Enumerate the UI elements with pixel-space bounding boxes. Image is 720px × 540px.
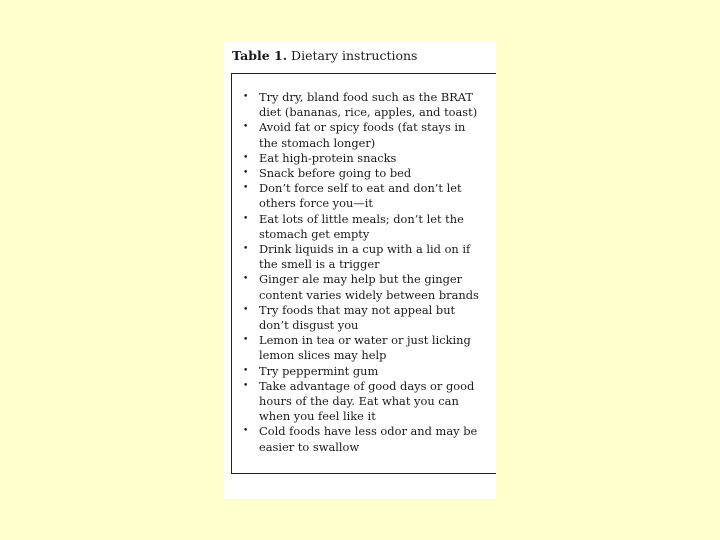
list-item-text: Ginger ale may help but the ginger content varies widely between brands: [259, 272, 479, 302]
list-item-text: Snack before going to bed: [259, 166, 412, 181]
bullet-icon: •: [243, 335, 249, 346]
list-item: [243, 181, 487, 211]
list-item-text: Drink liquids in a cup with a lid on if the smell is a trigger: [259, 242, 471, 272]
table-number: Table 1.: [232, 48, 288, 63]
list-item: [243, 166, 487, 181]
bottom-rule: [231, 473, 496, 474]
list-item: [243, 90, 487, 120]
list-item: [243, 120, 487, 150]
list-item-text: Take advantage of good days or good hours of the day. Eat what you can when you feel like it: [259, 378, 475, 424]
left-rule: [231, 73, 232, 473]
list-item: [243, 303, 487, 333]
bullet-icon: •: [243, 213, 249, 224]
list-item: [243, 333, 487, 363]
list-item: [243, 151, 487, 166]
bullet-icon: •: [243, 380, 249, 391]
list-item-text: Eat lots of little meals; don’t let the stomach get empty: [259, 211, 464, 241]
list-item-text: Try dry, bland food such as the BRAT diet (bananas, rice, apples, and toast): [259, 90, 478, 120]
bullet-icon: •: [243, 152, 249, 163]
bullet-icon: •: [243, 244, 249, 255]
bullet-icon: •: [243, 274, 249, 285]
instruction-list: [243, 90, 487, 455]
list-item: [243, 272, 487, 302]
list-item-text: Lemon in tea or water or just licking lemon slices may help: [259, 333, 471, 363]
list-item: [243, 364, 487, 379]
list-item-text: Try foods that may not appeal but don’t disgust you: [259, 302, 456, 333]
top-rule: [231, 73, 496, 74]
bullet-icon: •: [243, 168, 249, 179]
table-title: [232, 48, 417, 63]
list-item: [243, 242, 487, 272]
list-item-text: Try peppermint gum: [259, 363, 379, 378]
list-item: [243, 212, 487, 242]
list-item-text: Don’t force self to eat and don’t let others force you—it: [259, 181, 462, 211]
table-card: [224, 41, 496, 499]
list-item: [243, 379, 487, 425]
bullet-icon: •: [243, 426, 249, 437]
bullet-icon: •: [243, 92, 249, 102]
table-caption: Dietary instructions: [291, 48, 418, 63]
list-item-text: Cold foods have less odor and may be easier to swallow: [259, 424, 478, 454]
bullet-icon: •: [243, 122, 249, 133]
list-item-text: Avoid fat or spicy foods (fat stays in the stomach longer): [259, 120, 466, 150]
list-item-text: Eat high-protein snacks: [259, 150, 397, 165]
list-item: [243, 424, 487, 454]
bullet-icon: •: [243, 304, 249, 315]
bullet-icon: •: [243, 183, 249, 194]
bullet-icon: •: [243, 365, 249, 376]
